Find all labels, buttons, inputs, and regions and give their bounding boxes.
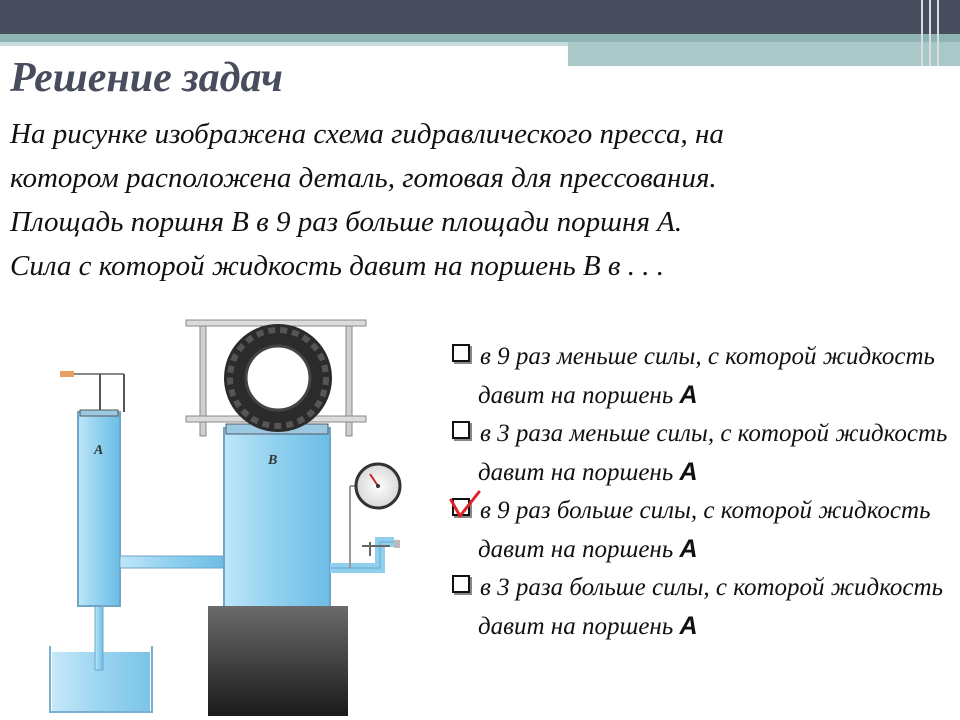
label-piston-a: A: [94, 443, 104, 458]
answer-text: в 9 раз больше силы, с которой жидкость давит на поршень: [478, 497, 931, 563]
connecting-pipe: [120, 556, 224, 568]
checkbox-icon[interactable]: [452, 421, 470, 439]
checkbox-icon[interactable]: [452, 575, 470, 593]
answer-option[interactable]: [452, 415, 952, 492]
press-base: [208, 606, 348, 716]
lever-grip: [60, 371, 74, 377]
answer-options: [452, 338, 952, 646]
header-bar: [0, 0, 960, 34]
answer-option[interactable]: [452, 569, 952, 646]
gauge-center: [376, 484, 380, 488]
problem-line: На рисунке изображена схема гидравлического пресса, на: [10, 118, 724, 150]
header-accent-block: [568, 42, 960, 66]
problem-line: Площадь поршня B в 9 раз больше площади поршня А.: [10, 206, 683, 238]
answer-text: в 3 раза больше силы, с которой жидкость давит на поршень: [478, 574, 943, 640]
header-accent-stripe: [0, 34, 960, 42]
checkbox-icon[interactable]: [452, 344, 470, 362]
suction-pipe: [95, 604, 103, 670]
answer-piston-letter: A: [679, 381, 698, 409]
answer-piston-letter: A: [679, 612, 698, 640]
corner-decoration: [918, 0, 946, 66]
red-checkmark-icon: [448, 490, 482, 520]
answer-text: в 3 раза меньше силы, с которой жидкость давит на поршень: [478, 420, 948, 486]
header-accent-thin: [0, 42, 568, 46]
tire-inner: [246, 346, 310, 410]
hydraulic-press-diagram: [40, 316, 430, 716]
answer-option[interactable]: [452, 338, 952, 415]
problem-line: Сила с которой жидкость давит на поршень В в . . .: [10, 250, 664, 282]
answer-text: в 9 раз меньше силы, с которой жидкость давит на поршень: [478, 343, 935, 409]
cylinder-a: [78, 412, 120, 606]
valve-tip: [394, 540, 400, 548]
label-piston-b: B: [268, 453, 278, 468]
problem-statement: [10, 112, 950, 288]
problem-line: котором расположена деталь, готовая для прессования.: [10, 162, 717, 194]
answer-piston-letter: A: [679, 458, 698, 486]
answer-piston-letter: A: [679, 535, 698, 563]
page-title: Решение задач: [10, 55, 283, 101]
piston-a-head: [80, 410, 118, 416]
answer-option-correct[interactable]: [452, 492, 952, 569]
